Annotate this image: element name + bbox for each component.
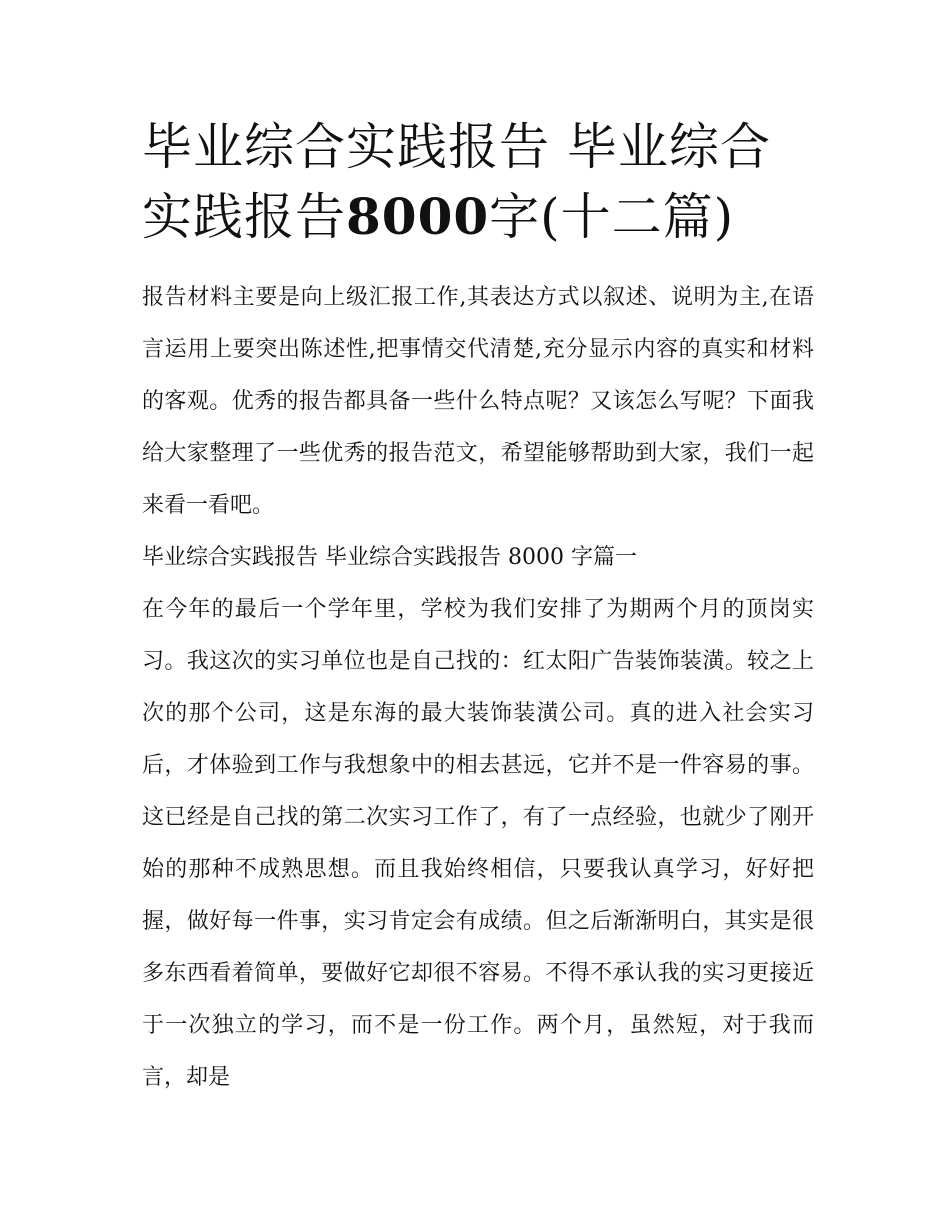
- title-number: 8000: [346, 187, 490, 246]
- title-text-part1: 毕业综合实践报告 毕业综合实践报告: [142, 118, 771, 246]
- intro-paragraph: 报告材料主要是向上级汇报工作,其表达方式以叙述、说明为主,在语言运用上要突出陈述性,把事情交代清楚,充分显示内容的真实和材料的客观。优秀的报告都具备一些什么特点呢？又该怎么写呢？下面我给大家整理了一些优秀的报告范文，希望能够帮助到大家，我们一起来看一看吧。: [142, 285, 814, 518]
- document-title: [142, 112, 814, 252]
- title-text-part2: 字(十二篇): [489, 188, 735, 246]
- document-page: [142, 112, 814, 1104]
- section-heading: 毕业综合实践报告 毕业综合实践报告 8000 字篇一: [142, 545, 637, 570]
- body-paragraph: 在今年的最后一个学年里，学校为我们安排了为期两个月的顶岗实习。我这次的实习单位也是自己找的：红太阳广告装饰装潢。较之上次的那个公司，这是东海的最大装饰装潢公司。真的进入社会实习后，才体验到工作与我想象中的相去甚远，它并不是一件容易的事。这已经是自己找的第二次实习工作了，有了一点经验，也就少了刚开始的那种不成熟思想。而且我始终相信，只要我认真学习，好好把握，做好每一件事，实习肯定会有成绩。但之后渐渐明白，其实是很多东西看着简单，要做好它却很不容易。不得不承认我的实习更接近于一次独立的学习，而不是一份工作。两个月，虽然短，对于我而言，却是: [142, 597, 814, 1090]
